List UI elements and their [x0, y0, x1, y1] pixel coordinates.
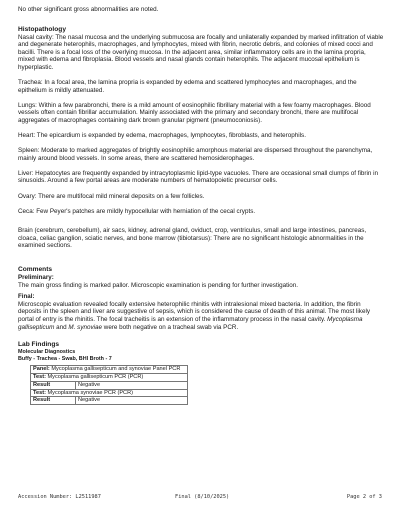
final-comment — [18, 301, 384, 331]
accession-number: Accession Number: L2511987 — [18, 494, 101, 500]
finding-spleen: Spleen: Moderate to marked aggregates of brightly eosinophilic amorphous material are dispersed throughout the parenchyma, mainly around blood vessels. In some areas, there are scattered hemosiderophages. — [18, 147, 373, 162]
sample-label: Buffy - Trachea - Swab, BHI Broth - 7 — [18, 356, 112, 363]
final-label: Final: — [18, 293, 35, 301]
final-organism-2: M. synoviae — [68, 323, 103, 331]
table-cell: Test: Mycoplasma gallisepticum PCR (PCR) — [31, 373, 188, 381]
final-text-2: were both negative on a tracheal swab via PCR. — [103, 323, 239, 331]
table-row — [31, 366, 188, 374]
table-row — [31, 389, 188, 397]
histopathology-heading: Histopathology — [18, 25, 66, 33]
report-status: Final (8/10/2025) — [175, 494, 230, 500]
gross-note: No other significant gross abnormalities are noted. — [18, 6, 159, 13]
result-value: Negative — [76, 381, 188, 389]
finding-ceca: Ceca: Few Peyer's patches are mildly hypocellular with herniation of the cecal crypts. — [18, 207, 256, 215]
result-label: Result — [31, 397, 76, 405]
finding-liver: Liver: Hepatocytes are frequently expanded by intracytoplasmic lipid-type vacuoles. There are occasional small clumps of fibrin in sinusoids. Around a few portal areas are moderate numbers of hematopoietic precursor cells. — [18, 169, 379, 185]
final-text-1: Microscopic evaluation revealed focally extensive heterophilic rhinitis with intralesional mixed bacteria. In addition, the fibrin deposits in the spleen and liver are suggestive of sepsis, which is considered the cause of death of this animal. The most likely portal of entry is the rhinitis. The focal tracheitis is an extension of the inflammatory process in the nasal cavity. — [18, 300, 371, 323]
table-cell: Test: Mycoplasma synoviae PCR (PCR) — [31, 389, 188, 397]
finding-ovary: Ovary: There are multifocal mild mineral deposits on a few follicles. — [18, 192, 205, 200]
finding-other-tissues: Brain (cerebrum, cerebellum), air sacs, kidney, adrenal gland, oviduct, crop, ventriculus, small and large intestines, pancreas, cloaca, celiac ganglion, sciatic nerves, and bone marrow (tibiotarsus): There are no significant histologic abnormalities in the examined sections. — [18, 227, 367, 250]
final-and: and — [56, 323, 67, 331]
table-row — [31, 381, 188, 389]
finding-trachea: Trachea: In a focal area, the lamina propria is expanded by edema and scattered lymphocytes and macrophages, and the epithelium is mildly attenuated. — [18, 79, 357, 94]
finding-nasal-cavity: Nasal cavity: The nasal mucosa and the underlying submucosa are focally and unilaterally expanded by marked infiltration of viable and degenerate heterophils, macrophages, and lymphocytes, mixed with fibrin, necrotic debris, and colonies of mixed cocci and bacilli. There is a focal loss of the overlying mucosa. In the adjacent area, similar inflammatory cells are in the lamina propria, mixed with edema and fibroplasia. Blood vessels and nasal glands contain heterophils. The adjacent mucosal epithelium is hyperplastic. — [18, 33, 384, 71]
table-cell: Panel: Mycoplasma gallisepticum and synoviae Panel PCR — [31, 366, 188, 374]
comments-heading: Comments — [18, 265, 53, 273]
preliminary-label: Preliminary: — [18, 273, 54, 281]
molecular-diagnostics-heading: Molecular Diagnostics — [18, 349, 76, 356]
final-organism-1: Mycoplasma gallisepticum — [18, 315, 363, 331]
result-label: Result — [31, 381, 76, 389]
finding-lungs: Lungs: Within a few parabronchi, there is a mild amount of eosinophilic fibrillary material with a few foamy macrophages. Blood vessels often contain fibrillar accumulation. Mainly associated with the primary and secondary bronchi, there are multifocal aggregates of macrophages containing dark brown granular pigment (pneumoconiosis). — [18, 101, 371, 124]
result-value: Negative — [76, 397, 188, 405]
lab-results-table — [30, 365, 188, 405]
page-number: Page 2 of 3 — [346, 494, 382, 500]
preliminary-text: The main gross finding is marked pallor. Microscopic examination is pending for further investigation. — [18, 281, 298, 289]
table-row — [31, 373, 188, 381]
report-page — [18, 6, 384, 405]
lab-findings-heading: Lab Findings — [18, 341, 60, 349]
table-row — [31, 397, 188, 405]
finding-heart: Heart: The epicardium is expanded by edema, macrophages, lymphocytes, fibroblasts, and heterophils. — [18, 132, 306, 140]
